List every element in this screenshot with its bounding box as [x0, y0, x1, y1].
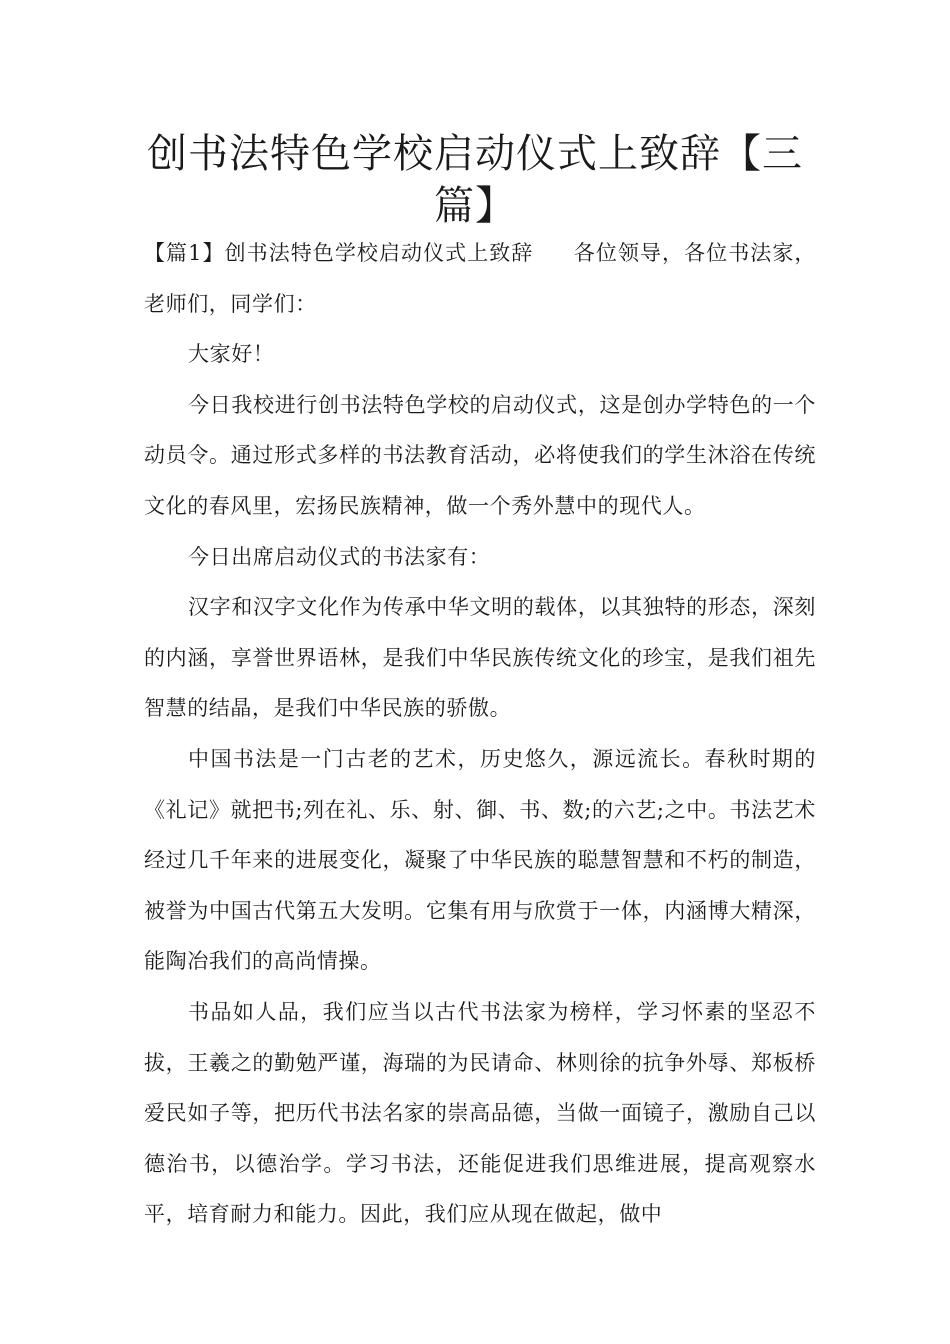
- section-heading-paragraph: [144, 228, 816, 329]
- greeting-text: 各位领导，各位书法家，老师们，同学们：: [144, 241, 816, 316]
- document-title: 创书法特色学校启动仪式上致辞【三篇】: [147, 131, 803, 229]
- paragraph-2: 今日我校进行创书法特色学校的启动仪式，这是创办学特色的一个动员令。通过形式多样的书法教育活动，必将使我们的学生沐浴在传统文化的春风里，宏扬民族精神，做一个秀外慧中的现代人。: [144, 392, 816, 518]
- paragraph-1: 大家好！: [188, 342, 275, 367]
- paragraph-6: 书品如人品，我们应当以古代书法家为榜样，学习怀素的坚忍不拔，王羲之的勤勉严谨，海瑞的为民请命、林则徐的抗争外辱、郑板桥爱民如子等，把历代书法名家的崇高品德，当做一面镜子，激励自己以德治书，以德治学。学习书法，还能促进我们思维进展，提高观察水平，培育耐力和能力。因此，我们应从现在做起，做中: [144, 999, 816, 1227]
- paragraph-5: 中国书法是一门古老的艺术，历史悠久，源远流长。春秋时期的《礼记》就把书;列在礼、乐、射、御、书、数;的六艺;之中。书法艺术经过几千年来的进展变化，凝聚了中华民族的聪慧智慧和不朽的制造，被誉为中国古代第五大发明。它集有用与欣赏于一体，内涵博大精深，能陶冶我们的高尚情操。: [144, 746, 816, 974]
- paragraph-4: 汉字和汉字文化作为传承中华文明的载体，以其独特的形态，深刻的内涵，享誉世界语林，是我们中华民族传统文化的珍宝，是我们祖先智慧的结晶，是我们中华民族的骄傲。: [144, 595, 816, 721]
- section-heading: 【篇1】创书法特色学校启动仪式上致辞: [144, 241, 534, 265]
- document-body: [144, 228, 816, 1240]
- paragraph-3: 今日出席启动仪式的书法家有：: [188, 544, 491, 569]
